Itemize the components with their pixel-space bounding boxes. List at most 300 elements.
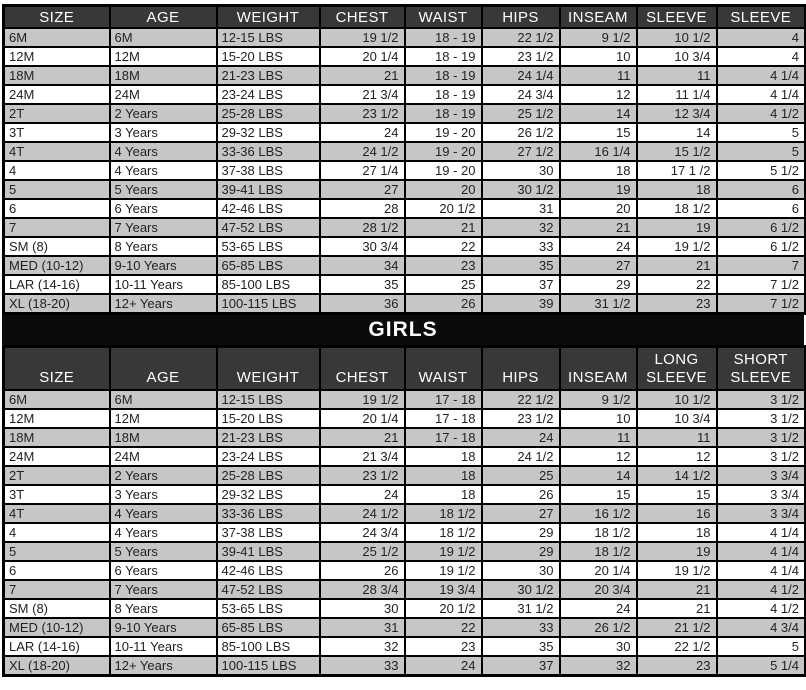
table-cell: 4 1/2 [717,599,806,618]
table-cell: 3T [4,123,110,142]
table-cell: 19 [560,180,637,199]
table-cell: 4 1/4 [717,85,806,104]
table-cell: 15 [560,485,637,504]
table-cell: 2T [4,104,110,123]
table-cell: 12 3/4 [637,104,717,123]
table-cell: 3 1/2 [717,409,806,428]
column-header-inseam: INSEAM [560,6,637,28]
table-cell: 6M [4,28,110,47]
column-header-size: SIZE [4,6,110,28]
table-cell: 11 [560,428,637,447]
table-cell: MED (10-12) [4,618,110,637]
table-cell: 19 1/2 [405,561,482,580]
table-cell: 11 [637,428,717,447]
table-cell: 25-28 LBS [217,104,320,123]
table-cell: 14 [560,466,637,485]
table-cell: 21 [637,580,717,599]
table-row [4,161,806,180]
table-cell: 3 Years [110,123,217,142]
table-cell: 18 - 19 [405,47,482,66]
table-cell: 29 [560,275,637,294]
table-cell: 22 [405,618,482,637]
table-cell: 12M [4,409,110,428]
table-cell: 24 1/4 [482,66,560,85]
table-cell: 18 - 19 [405,66,482,85]
table-cell: 29 [482,542,560,561]
table-cell: 36 [320,294,405,314]
table-cell: 4 [4,523,110,542]
table-cell: 6 Years [110,561,217,580]
table-cell: 100-115 LBS [217,656,320,676]
table-cell: 4 1/2 [717,580,806,599]
table-cell: 24M [4,447,110,466]
table-row [4,104,806,123]
table-cell: 22 [405,237,482,256]
table-cell: XL (18-20) [4,294,110,314]
table-cell: 22 [637,275,717,294]
table-cell: 19 - 20 [405,123,482,142]
table-cell: 7 Years [110,580,217,599]
table-row [4,28,806,47]
table-cell: 20 3/4 [560,580,637,599]
table-row [4,637,806,656]
table-cell: 3 1/2 [717,428,806,447]
table-cell: 29-32 LBS [217,123,320,142]
table-cell: 21 1/2 [637,618,717,637]
table-cell: 21 [560,218,637,237]
table-cell: 5 [4,180,110,199]
table-cell: 24M [110,85,217,104]
table-cell: 4 1/4 [717,561,806,580]
table-cell: 12 [560,85,637,104]
table-cell: 16 1/2 [560,504,637,523]
table-cell: 5 [717,123,806,142]
table-cell: 15 [560,123,637,142]
table-cell: 4 3/4 [717,618,806,637]
table-cell: 65-85 LBS [217,256,320,275]
table-cell: MED (10-12) [4,256,110,275]
header-row [4,346,806,390]
table-cell: 6 1/2 [717,237,806,256]
table-cell: 5 [717,142,806,161]
table-cell: 22 1/2 [482,28,560,47]
table-cell: 18 1/2 [560,523,637,542]
column-header-hips: HIPS [482,346,560,390]
table-cell: 26 1/2 [560,618,637,637]
table-cell: 7 [4,580,110,599]
table-cell: 32 [320,637,405,656]
table-cell: 18 1/2 [637,199,717,218]
table-cell: 19 1/2 [320,390,405,409]
table-cell: 12M [110,47,217,66]
table-row [4,180,806,199]
table-cell: 6M [110,390,217,409]
column-header-age: AGE [110,6,217,28]
table-cell: 21 [405,218,482,237]
column-header-long-sleeve: LONG SLEEVE [637,346,717,390]
table-cell: 26 [405,294,482,314]
table-cell: 12M [110,409,217,428]
table-cell: 5 1/2 [717,161,806,180]
table-cell: 18 1/2 [560,542,637,561]
table-cell: 18M [4,66,110,85]
table-cell: 10-11 Years [110,637,217,656]
table-cell: 24 [482,428,560,447]
table-cell: LAR (14-16) [4,275,110,294]
table-row [4,256,806,275]
table-cell: 28 1/2 [320,218,405,237]
table-row [4,466,806,485]
table-cell: 35 [482,637,560,656]
table-cell: 53-65 LBS [217,237,320,256]
table-row [4,561,806,580]
table-cell: 6M [110,28,217,47]
table-cell: 18 [560,161,637,180]
column-header-waist: WAIST [405,346,482,390]
table-cell: 3 3/4 [717,466,806,485]
table-cell: 4 [717,28,806,47]
table-cell: 10 [560,47,637,66]
table-row [4,275,806,294]
table-cell: 35 [482,256,560,275]
table-cell: 10 3/4 [637,47,717,66]
table-cell: 7 [717,256,806,275]
table-cell: 25 1/2 [482,104,560,123]
table-cell: 33-36 LBS [217,142,320,161]
table-cell: 6 [717,199,806,218]
table-cell: 21 [637,599,717,618]
column-header-short-sleeve: SHORT SLEEVE [717,346,806,390]
table-cell: 12M [4,47,110,66]
table-cell: 4T [4,504,110,523]
table-cell: 10 [560,409,637,428]
table-cell: 30 [560,637,637,656]
table-cell: 18 - 19 [405,85,482,104]
table-cell: 21 [637,256,717,275]
table-cell: 7 1/2 [717,294,806,314]
table-cell: 25 [405,275,482,294]
table-cell: 23 [405,637,482,656]
table-cell: 31 [482,199,560,218]
table-cell: 7 [4,218,110,237]
table-cell: 19 [637,218,717,237]
table-cell: 19 [637,542,717,561]
table-cell: 5 Years [110,542,217,561]
table-row [4,428,806,447]
table-cell: 11 1/4 [637,85,717,104]
table-cell: 23 [405,256,482,275]
table-cell: 6 [4,561,110,580]
table-cell: 8 Years [110,599,217,618]
table-cell: 2 Years [110,104,217,123]
column-header-inseam: INSEAM [560,346,637,390]
table-cell: 24 3/4 [482,85,560,104]
table-cell: 39-41 LBS [217,180,320,199]
table-cell: 4 Years [110,142,217,161]
table-row [4,66,806,85]
table-row [4,199,806,218]
table-row [4,485,806,504]
table-cell: 27 [320,180,405,199]
table-cell: 18 1/2 [405,504,482,523]
table-cell: 17 - 18 [405,428,482,447]
table-cell: 3T [4,485,110,504]
table-cell: 37 [482,275,560,294]
table-cell: 23 1/2 [320,466,405,485]
table-cell: 39-41 LBS [217,542,320,561]
table-cell: 6 [717,180,806,199]
table-cell: 24M [4,85,110,104]
table-cell: 21-23 LBS [217,428,320,447]
table-cell: 25 1/2 [320,542,405,561]
table-cell: 37-38 LBS [217,523,320,542]
table-cell: 9-10 Years [110,618,217,637]
table-cell: 7 1/2 [717,275,806,294]
table-cell: 23 [637,656,717,676]
table-cell: 3 1/2 [717,390,806,409]
table-cell: 20 1/2 [405,599,482,618]
table-cell: 12+ Years [110,294,217,314]
table-row [4,47,806,66]
table-cell: 4 Years [110,161,217,180]
column-header-age: AGE [110,346,217,390]
table-cell: 21 [320,66,405,85]
table-cell: 27 1/4 [320,161,405,180]
column-header-size: SIZE [4,346,110,390]
table-cell: 53-65 LBS [217,599,320,618]
table-cell: 85-100 LBS [217,637,320,656]
table-row [4,390,806,409]
table-cell: 30 [482,561,560,580]
table-cell: 9 1/2 [560,28,637,47]
table-cell: 4 1/2 [717,104,806,123]
table-cell: 14 [560,104,637,123]
table-cell: 37 [482,656,560,676]
table-cell: 33 [320,656,405,676]
table-cell: 18 [405,466,482,485]
table-cell: 22 1/2 [637,637,717,656]
table-cell: 6M [4,390,110,409]
table-cell: 15-20 LBS [217,409,320,428]
table-cell: 18 [405,447,482,466]
table-cell: 9 1/2 [560,390,637,409]
column-header-weight: WEIGHT [217,346,320,390]
table-row [4,218,806,237]
girls-section-title: GIRLS [368,317,438,341]
table-cell: 21 3/4 [320,85,405,104]
table-cell: 26 [482,485,560,504]
top-size-table [2,4,806,315]
table-cell: 33-36 LBS [217,504,320,523]
table-cell: 23-24 LBS [217,85,320,104]
table-cell: 15 1/2 [637,142,717,161]
table-cell: 11 [637,66,717,85]
table-cell: 3 3/4 [717,485,806,504]
table-cell: 24 [560,237,637,256]
table-cell: LAR (14-16) [4,637,110,656]
table-row [4,542,806,561]
table-cell: 14 1/2 [637,466,717,485]
table-cell: 2 Years [110,466,217,485]
table-cell: SM (8) [4,237,110,256]
table-cell: 29 [482,523,560,542]
table-cell: 4 [4,161,110,180]
table-row [4,656,806,676]
table-cell: SM (8) [4,599,110,618]
table-row [4,409,806,428]
column-header-hips: HIPS [482,6,560,28]
table-cell: 2T [4,466,110,485]
table-cell: 34 [320,256,405,275]
table-cell: 18M [110,428,217,447]
table-cell: 32 [560,656,637,676]
table-cell: 19 1/2 [637,561,717,580]
table-cell: 18 - 19 [405,104,482,123]
table-cell: 100-115 LBS [217,294,320,314]
table-cell: 29-32 LBS [217,485,320,504]
table-cell: 12-15 LBS [217,390,320,409]
table-cell: 4 1/4 [717,523,806,542]
table-cell: 5 1/4 [717,656,806,676]
table-cell: 14 [637,123,717,142]
table-cell: 27 [482,504,560,523]
table-cell: 10 3/4 [637,409,717,428]
table-row [4,523,806,542]
table-cell: 27 [560,256,637,275]
table-cell: 16 [637,504,717,523]
table-row [4,294,806,314]
table-cell: 23 1/2 [482,47,560,66]
table-cell: 42-46 LBS [217,561,320,580]
table-cell: 23-24 LBS [217,447,320,466]
table-cell: 33 [482,618,560,637]
table-row [4,504,806,523]
table-cell: 24 1/2 [320,142,405,161]
table-cell: 9-10 Years [110,256,217,275]
table-cell: 24 [320,485,405,504]
table-cell: 4 Years [110,504,217,523]
table-cell: 39 [482,294,560,314]
table-cell: 20 1/4 [320,409,405,428]
girls-section-banner [2,315,804,345]
table-cell: 18 1/2 [405,523,482,542]
table-cell: 8 Years [110,237,217,256]
table-cell: 4 1/4 [717,542,806,561]
table-cell: 5 Years [110,180,217,199]
table-cell: 37-38 LBS [217,161,320,180]
table-cell: 31 [320,618,405,637]
table-cell: 18 - 19 [405,28,482,47]
table-cell: 10 1/2 [637,28,717,47]
table-cell: 23 [637,294,717,314]
table-cell: 4 [717,47,806,66]
table-cell: 20 1/4 [560,561,637,580]
table-cell: 6 1/2 [717,218,806,237]
table-row [4,123,806,142]
table-cell: 33 [482,237,560,256]
table-cell: 6 Years [110,199,217,218]
table-cell: 12-15 LBS [217,28,320,47]
table-cell: 24 [320,123,405,142]
table-cell: 17 - 18 [405,409,482,428]
table-cell: 18M [4,428,110,447]
table-cell: 3 Years [110,485,217,504]
table-cell: 27 1/2 [482,142,560,161]
table-cell: 4T [4,142,110,161]
table-cell: 19 1/2 [637,237,717,256]
table-cell: 25 [482,466,560,485]
table-cell: 15 [637,485,717,504]
table-cell: 30 1/2 [482,580,560,599]
table-cell: 20 [405,180,482,199]
table-cell: 5 [4,542,110,561]
column-header-sleeve: SLEEVE [637,6,717,28]
table-cell: 18 [637,180,717,199]
table-cell: 23 1/2 [320,104,405,123]
girls-size-table [2,345,806,678]
column-header-weight: WEIGHT [217,6,320,28]
table-row [4,237,806,256]
table-cell: 21 [320,428,405,447]
table-row [4,447,806,466]
column-header-waist: WAIST [405,6,482,28]
table-row [4,618,806,637]
table-cell: 24 1/2 [320,504,405,523]
table-cell: 65-85 LBS [217,618,320,637]
table-cell: 19 - 20 [405,161,482,180]
table-cell: 4 1/4 [717,66,806,85]
header-row [4,6,806,28]
table-cell: 35 [320,275,405,294]
column-header-chest: CHEST [320,6,405,28]
table-row [4,85,806,104]
table-row [4,580,806,599]
table-row [4,599,806,618]
table-cell: 23 1/2 [482,409,560,428]
column-header-chest: CHEST [320,346,405,390]
table-cell: 18 [637,523,717,542]
table-cell: 32 [482,218,560,237]
table-cell: 24M [110,447,217,466]
table-cell: 25-28 LBS [217,466,320,485]
table-cell: 7 Years [110,218,217,237]
table-cell: 30 [482,161,560,180]
table-cell: 21-23 LBS [217,66,320,85]
table-cell: 19 1/2 [320,28,405,47]
table-cell: 85-100 LBS [217,275,320,294]
table-cell: XL (18-20) [4,656,110,676]
table-cell: 6 [4,199,110,218]
table-cell: 24 3/4 [320,523,405,542]
table-cell: 19 - 20 [405,142,482,161]
table-cell: 18 [405,485,482,504]
table-cell: 16 1/4 [560,142,637,161]
table-cell: 10 1/2 [637,390,717,409]
table-cell: 24 1/2 [482,447,560,466]
table-cell: 31 1/2 [482,599,560,618]
table-cell: 47-52 LBS [217,580,320,599]
table-cell: 19 1/2 [405,542,482,561]
table-cell: 31 1/2 [560,294,637,314]
table-cell: 3 3/4 [717,504,806,523]
table-cell: 24 [405,656,482,676]
table-cell: 30 [320,599,405,618]
table-cell: 12 [637,447,717,466]
column-header-sleeve: SLEEVE [717,6,806,28]
table-cell: 26 1/2 [482,123,560,142]
table-cell: 20 [560,199,637,218]
table-cell: 28 [320,199,405,218]
